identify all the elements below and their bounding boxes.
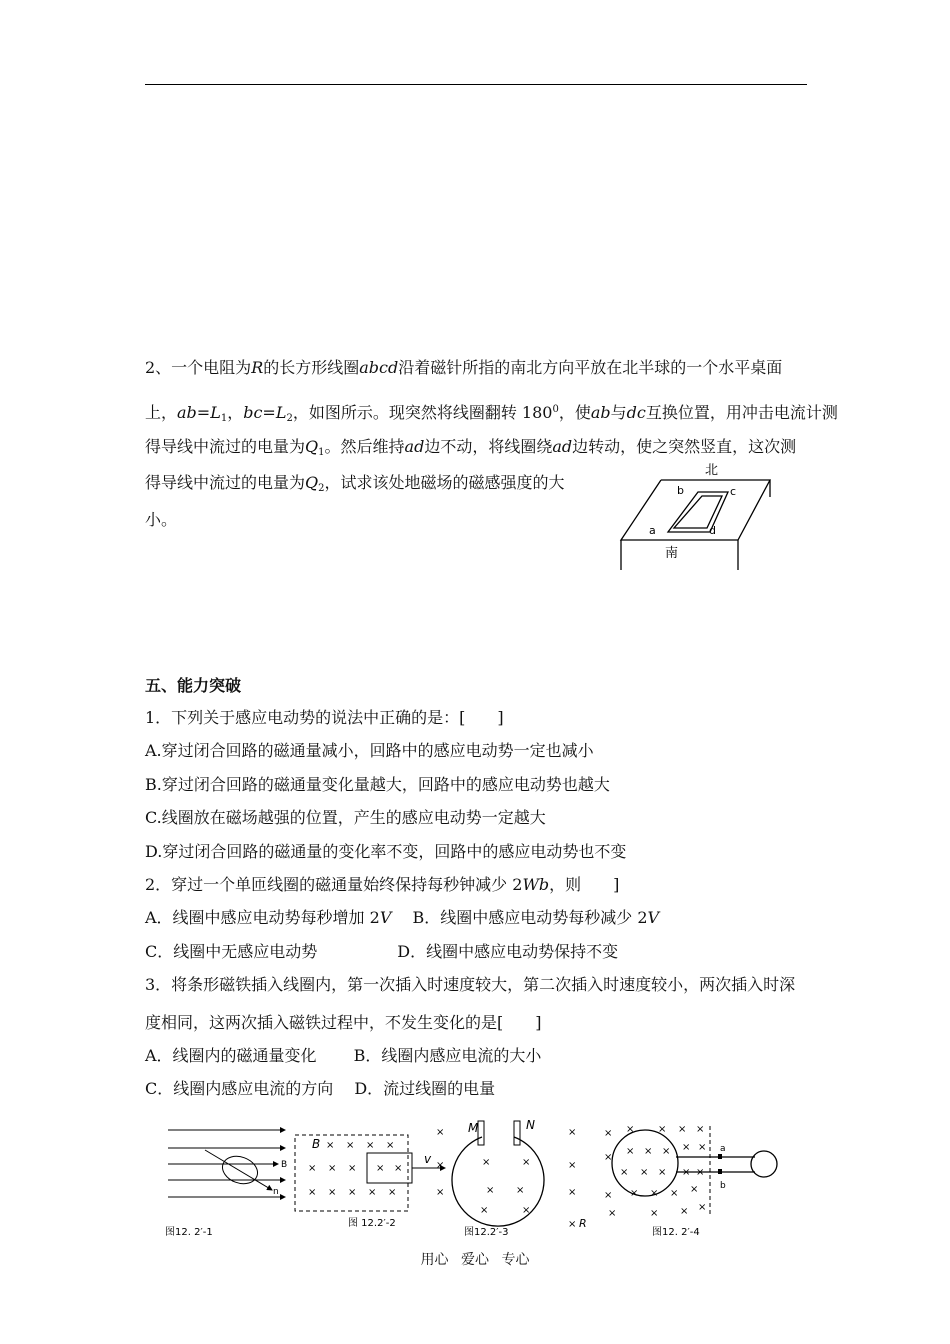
label-B: B <box>281 1160 288 1170</box>
q3-options-ab: A．线圈内的磁通量变化 B．线圈内感应电流的大小 <box>145 1046 542 1065</box>
svg-text:×: × <box>650 1188 659 1199</box>
q3-stem-1: 3．将条形磁铁插入线圈内，第一次插入时速度较大，第二次插入时速度较小，两次插入时深 <box>145 975 796 994</box>
label-M: M <box>468 1121 479 1135</box>
header-rule <box>145 84 807 85</box>
label-north: 北 <box>705 463 719 478</box>
svg-text:×: × <box>682 1167 691 1178</box>
caption-fig4: 图12. 2′-4 <box>652 1227 700 1238</box>
figure-12-2-3 <box>430 1115 600 1240</box>
svg-text:×: × <box>522 1205 531 1216</box>
svg-text:×: × <box>690 1184 699 1195</box>
svg-text:×: × <box>568 1160 577 1171</box>
svg-text:×: × <box>604 1152 613 1163</box>
label-v: v <box>424 1152 432 1166</box>
svg-text:×: × <box>698 1142 707 1153</box>
svg-text:×: × <box>516 1185 525 1196</box>
svg-text:×: × <box>568 1219 577 1230</box>
svg-text:×: × <box>620 1167 629 1178</box>
svg-text:×: × <box>670 1188 679 1199</box>
label-d: d <box>709 524 716 537</box>
svg-text:×: × <box>308 1163 317 1174</box>
label-b: b <box>677 484 684 497</box>
svg-text:×: × <box>522 1157 531 1168</box>
label-a: a <box>649 524 656 537</box>
label-N: N <box>526 1118 535 1132</box>
svg-text:×: × <box>658 1167 667 1178</box>
q2-line-2: 上，$ab=L_1$，$bc=L_2$，如图所示。现突然将线圈翻转 $180^0$，使ab与dc互换位置，用冲击电流计测 <box>145 403 838 424</box>
svg-text:×: × <box>626 1124 635 1135</box>
terminal-N <box>514 1121 520 1145</box>
moving-loop <box>367 1153 412 1183</box>
svg-text:×: × <box>650 1208 659 1219</box>
q2-line-1: 2、一个电阻为R的长方形线圈abcd沿着磁针所指的南北方向平放在北半球的一个水平桌面 <box>145 358 783 377</box>
q2b-stem: 2．穿过一个单匝线圈的磁通量始终保持每秒钟减少 2Wb，则 ] <box>145 875 620 894</box>
svg-text:×: × <box>486 1185 495 1196</box>
svg-text:×: × <box>630 1188 639 1199</box>
q3-options-cd: C．线圈内感应电流的方向 D．流过线圈的电量 <box>145 1079 496 1098</box>
figure-12-2-2 <box>290 1125 450 1240</box>
svg-text:×: × <box>436 1160 445 1171</box>
point-a <box>718 1154 722 1159</box>
q2b-options-ab: A．线圈中感应电动势每秒增加 2V B．线圈中感应电动势每秒减少 2V <box>145 908 660 927</box>
label-c: c <box>730 485 737 498</box>
svg-text:×: × <box>346 1140 355 1151</box>
field-crosses <box>308 1140 402 1198</box>
svg-text:×: × <box>568 1127 577 1138</box>
small-loop <box>751 1151 777 1177</box>
svg-text:×: × <box>662 1146 671 1157</box>
coil-outer <box>668 492 728 532</box>
svg-text:×: × <box>376 1163 385 1174</box>
svg-text:×: × <box>608 1208 617 1219</box>
label-n: n <box>273 1187 279 1197</box>
label-B: B <box>312 1137 321 1151</box>
svg-text:×: × <box>626 1146 635 1157</box>
svg-text:×: × <box>436 1127 445 1138</box>
label-b: b <box>720 1181 726 1191</box>
svg-text:×: × <box>388 1187 397 1198</box>
q1-stem: 1．下列关于感应电动势的说法中正确的是：[ ] <box>145 708 504 727</box>
svg-text:×: × <box>678 1124 687 1135</box>
q2b-options-cd: C．线圈中无感应电动势 D．线圈中感应电动势保持不变 <box>145 942 619 961</box>
table-top <box>621 480 770 540</box>
svg-text:×: × <box>308 1187 317 1198</box>
svg-text:×: × <box>436 1187 445 1198</box>
label-a: a <box>720 1144 726 1154</box>
svg-text:×: × <box>326 1140 335 1151</box>
page-footer: 用心 爱心 专心 <box>420 1252 530 1268</box>
svg-text:×: × <box>604 1190 613 1201</box>
svg-text:×: × <box>682 1142 691 1153</box>
svg-text:×: × <box>680 1206 689 1217</box>
label-south: 南 <box>665 546 679 561</box>
terminal-M <box>478 1121 484 1145</box>
svg-text:×: × <box>640 1167 649 1178</box>
svg-text:×: × <box>696 1167 705 1178</box>
section5-heading: 五、能力突破 <box>145 676 242 695</box>
svg-text:×: × <box>328 1163 337 1174</box>
q1-option-c: C.线圈放在磁场越强的位置，产生的感应电动势一定越大 <box>145 808 546 827</box>
q1-option-b: B.穿过闭合回路的磁通量变化量越大，回路中的感应电动势也越大 <box>145 775 610 794</box>
svg-text:×: × <box>348 1187 357 1198</box>
svg-text:×: × <box>604 1128 613 1139</box>
large-loop <box>612 1130 678 1196</box>
label-R: R <box>579 1217 587 1230</box>
svg-text:×: × <box>394 1163 403 1174</box>
q1-option-d: D.穿过闭合回路的磁通量的变化率不变，回路中的感应电动势也不变 <box>145 842 627 861</box>
q3-stem-2: 度相同，这两次插入磁铁过程中，不发生变化的是[ ] <box>145 1013 542 1032</box>
svg-text:×: × <box>480 1205 489 1216</box>
svg-text:×: × <box>696 1124 705 1135</box>
caption-fig3: 图12.2′-3 <box>464 1227 509 1238</box>
svg-text:×: × <box>366 1140 375 1151</box>
q2-line-3: 得导线中流过的电量为$Q_1$。然后维持ad边不动，将线圈绕ad边转动，使之突然竖直，这次测 <box>145 437 797 458</box>
figure-12-2-4 <box>600 1120 785 1242</box>
svg-text:×: × <box>328 1187 337 1198</box>
svg-text:×: × <box>386 1140 395 1151</box>
svg-text:×: × <box>658 1124 667 1135</box>
q2-line-5: 小。 <box>145 510 178 529</box>
table-coil-figure <box>615 452 785 577</box>
figure-12-2-1 <box>160 1120 290 1240</box>
coil-loop <box>219 1152 262 1189</box>
svg-text:×: × <box>568 1187 577 1198</box>
caption-fig2: 图 12.2′-2 <box>348 1218 396 1229</box>
q1-option-a: A.穿过闭合回路的磁通量减小，回路中的感应电动势一定也减小 <box>145 741 594 760</box>
svg-text:×: × <box>698 1202 707 1213</box>
svg-text:×: × <box>368 1187 377 1198</box>
svg-text:×: × <box>348 1163 357 1174</box>
field-crosses <box>436 1127 576 1230</box>
caption-fig1: 图12. 2′-1 <box>165 1227 213 1238</box>
q2-line-4: 得导线中流过的电量为$Q_2$，试求该处地磁场的磁感强度的大 <box>145 473 565 494</box>
svg-text:×: × <box>482 1157 491 1168</box>
svg-text:×: × <box>644 1146 653 1157</box>
point-b <box>718 1169 722 1174</box>
